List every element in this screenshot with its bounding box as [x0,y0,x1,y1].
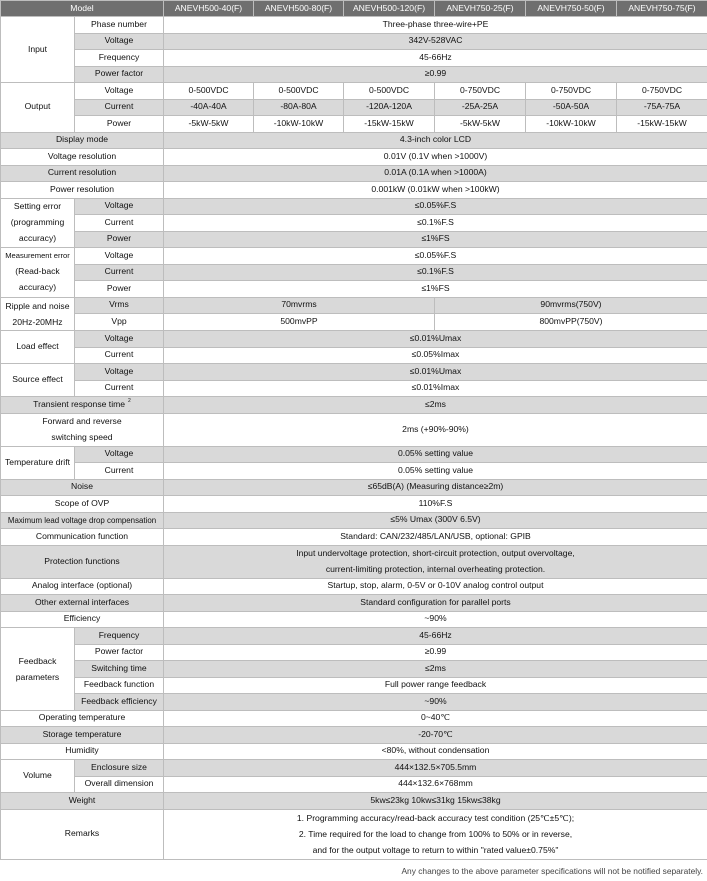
row-value: 0.01V (0.1V when >1000V) [164,149,707,166]
row-value: Standard configuration for parallel ports [164,595,707,612]
row-value: 0~40℃ [164,710,707,727]
row-label: Communication function [1,529,164,546]
row-value: 5kw≤23kg 10kw≤31kg 15kw≤38kg [164,793,707,810]
param-name: Power factor [75,644,164,661]
param-name: Voltage [75,248,164,265]
measurement-error-row [1,264,707,281]
param-value: 0-750VDC [526,83,617,100]
volume-row [1,760,707,777]
param-name: Voltage [75,364,164,381]
row-label [1,397,164,414]
ovp-row [1,496,707,513]
model-header-cell: ANEVH750-25(F) [435,1,526,17]
param-name: Voltage [75,446,164,463]
output-label: Output [1,83,75,133]
param-value: -75A-75A [617,99,707,116]
operating-temp-row [1,710,707,727]
lead-drop-row [1,512,707,529]
row-label: Maximum lead voltage drop compensation [1,512,164,529]
temperature-drift-row [1,446,707,463]
param-value: 45-66Hz [164,628,707,645]
row-label: Storage temperature [1,727,164,744]
feedback-row [1,661,707,678]
output-row [1,116,707,133]
model-header-cell: ANEVH500-40(F) [164,1,254,17]
row-label: Protection functions [1,545,164,578]
remark-line: 2. Time required for the load to change from 100% to 50% or in reverse, [298,828,573,839]
param-value: 0.05% setting value [164,463,707,480]
row-label [1,413,164,446]
output-row [1,83,707,100]
volume-label: Volume [1,760,75,793]
row-value: Standard: CAN/232/485/LAN/USB, optional: GPIB [164,529,707,546]
current-resolution-row [1,165,707,182]
param-value: ≥0.99 [164,66,707,83]
measurement-error-row [1,248,707,265]
param-value: ≤2ms [164,661,707,678]
param-value: ≤0.05%Imax [164,347,707,364]
value-line: Input undervoltage protection, short-circuit protection, output overvoltage, [296,547,575,558]
row-label: Power resolution [1,182,164,199]
row-value: 0.001kW (0.01kW when >100kW) [164,182,707,199]
label-line: Ripple and noise [5,300,70,311]
param-value: -25A-25A [435,99,526,116]
row-value: ≤65dB(A) (Measuring distance≥2m) [164,479,707,496]
feedback-row [1,628,707,645]
row-value: Startup, stop, alarm, 0-5V or 0-10V analog control output [164,578,707,595]
param-value: -10kW-10kW [254,116,344,133]
ripple-row [1,314,707,331]
param-value: -40A-40A [164,99,254,116]
input-row [1,66,707,83]
param-value: 500mvPP [164,314,435,331]
param-value: 45-66Hz [164,50,707,67]
param-value: 0.05% setting value [164,446,707,463]
param-value: 0-750VDC [435,83,526,100]
param-name: Power [75,116,164,133]
row-value: 110%F.S [164,496,707,513]
param-name: Current [75,347,164,364]
param-name: Power [75,281,164,298]
label-line: switching speed [51,431,113,442]
feedback-label [1,628,75,711]
protection-row [1,545,707,578]
label-line: Setting error [13,200,62,211]
footnote-marker: 2 [128,397,131,404]
param-value: -120A-120A [344,99,435,116]
row-label: Voltage resolution [1,149,164,166]
setting-error-row [1,231,707,248]
param-name: Voltage [75,331,164,348]
load-effect-row [1,347,707,364]
param-name: Overall dimension [75,776,164,793]
param-name: Current [75,264,164,281]
param-name: Voltage [75,198,164,215]
label-line: Measurement error [5,251,70,261]
label-line: 20Hz-20MHz [12,316,63,327]
param-value: -5kW-5kW [435,116,526,133]
row-label: Noise [1,479,164,496]
param-value: 0-750VDC [617,83,707,100]
row-label: Remarks [1,809,164,859]
param-value: 444×132.6×768mm [164,776,707,793]
row-value: 0.01A (0.1A when >1000A) [164,165,707,182]
param-value: 70mvrms [164,297,435,314]
row-value: ≤5% Umax (300V 6.5V) [164,512,707,529]
model-header: Model [1,1,164,17]
row-value: <80%, without condensation [164,743,707,760]
param-value: 0-500VDC [254,83,344,100]
row-label: Efficiency [1,611,164,628]
load-effect-row [1,331,707,348]
param-name: Frequency [75,50,164,67]
row-label: Display mode [1,132,164,149]
param-value: ~90% [164,694,707,711]
ripple-row [1,297,707,314]
param-value: ≤0.1%F.S [164,264,707,281]
param-value: ≤0.01%Umax [164,331,707,348]
param-name: Power factor [75,66,164,83]
param-name: Feedback function [75,677,164,694]
param-value: -80A-80A [254,99,344,116]
input-label: Input [1,17,75,83]
switching-row [1,413,707,446]
row-value [164,545,707,578]
row-value: 2ms (+90%-90%) [164,413,707,446]
remarks-row [1,809,707,859]
power-resolution-row [1,182,707,199]
param-value: 0-500VDC [344,83,435,100]
param-name: Frequency [75,628,164,645]
label-line: accuracy) [18,282,57,293]
setting-error-label [1,198,75,248]
display-mode-row [1,132,707,149]
param-name: Power [75,231,164,248]
volume-row [1,776,707,793]
ripple-label [1,297,75,331]
disclaimer-note: Any changes to the above parameter specifications will not be notified separately. [401,866,703,876]
input-row [1,50,707,67]
row-value: ≤2ms [164,397,707,414]
transient-row [1,397,707,414]
param-value: ≤0.01%Imax [164,380,707,397]
source-effect-row [1,380,707,397]
param-value: ≤0.1%F.S [164,215,707,232]
param-value: -5kW-5kW [164,116,254,133]
param-value: 800mvPP(750V) [435,314,707,331]
param-value: ≤0.01%Umax [164,364,707,381]
setting-error-row [1,215,707,232]
source-effect-row [1,364,707,381]
row-label: Analog interface (optional) [1,578,164,595]
transient-label: Transient response time [33,398,126,409]
row-label: Weight [1,793,164,810]
param-value: 90mvrms(750V) [435,297,707,314]
row-label: Scope of OVP [1,496,164,513]
label-line: accuracy) [18,232,57,243]
param-name: Enclosure size [75,760,164,777]
feedback-row [1,694,707,711]
row-value [164,809,707,859]
external-row [1,595,707,612]
value-line: current-limiting protection, internal overheating protection. [325,563,546,574]
param-value: 444×132.5×705.5mm [164,760,707,777]
param-name: Switching time [75,661,164,678]
param-value: ≤0.05%F.S [164,198,707,215]
param-name: Current [75,215,164,232]
storage-temp-row [1,727,707,744]
measurement-error-label [1,248,75,298]
param-value: Three-phase three-wire+PE [164,17,707,34]
model-header-cell: ANEVH750-50(F) [526,1,617,17]
source-effect-label: Source effect [1,364,75,397]
weight-row [1,793,707,810]
input-row [1,33,707,50]
param-value: ≥0.99 [164,644,707,661]
feedback-row [1,677,707,694]
label-line: (Read-back [15,266,60,277]
param-value: 342V-528VAC [164,33,707,50]
input-row [1,17,707,34]
feedback-row [1,644,707,661]
remark-line: 1. Programming accuracy/read-back accuracy test condition (25℃±5℃); [296,812,575,823]
model-header-cell: ANEVH500-120(F) [344,1,435,17]
temperature-drift-label: Temperature drift [1,446,75,479]
header-row [1,1,707,17]
communication-row [1,529,707,546]
param-value: -50A-50A [526,99,617,116]
temperature-drift-row [1,463,707,480]
row-label: Current resolution [1,165,164,182]
param-name: Current [75,463,164,480]
param-name: Feedback efficiency [75,694,164,711]
param-value: ≤1%FS [164,231,707,248]
voltage-resolution-row [1,149,707,166]
param-value: ≤0.05%F.S [164,248,707,265]
param-value: -15kW-15kW [344,116,435,133]
noise-row [1,479,707,496]
param-value: -10kW-10kW [526,116,617,133]
label-line: (programming [10,216,65,227]
param-name: Voltage [75,83,164,100]
label-line: parameters [15,671,60,682]
param-name: Vpp [75,314,164,331]
efficiency-row [1,611,707,628]
row-label: Operating temperature [1,710,164,727]
row-label: Humidity [1,743,164,760]
analog-row [1,578,707,595]
row-value: -20-70℃ [164,727,707,744]
param-value: ≤1%FS [164,281,707,298]
setting-error-row [1,198,707,215]
model-header-cell: ANEVH500-80(F) [254,1,344,17]
row-value: 4.3-inch color LCD [164,132,707,149]
humidity-row [1,743,707,760]
param-value: -15kW-15kW [617,116,707,133]
output-row [1,99,707,116]
load-effect-label: Load effect [1,331,75,364]
param-value: Full power range feedback [164,677,707,694]
measurement-error-row [1,281,707,298]
param-name: Voltage [75,33,164,50]
row-value: ~90% [164,611,707,628]
param-name: Phase number [75,17,164,34]
model-header-cell: ANEVH750-75(F) [617,1,707,17]
label-line: Forward and reverse [42,416,122,427]
label-line: Feedback [18,655,57,666]
param-name: Current [75,99,164,116]
param-value: 0-500VDC [164,83,254,100]
remark-line: and for the output voltage to return to within "rated value±0.75%" [312,845,559,856]
param-name: Current [75,380,164,397]
row-label: Other external interfaces [1,595,164,612]
param-name: Vrms [75,297,164,314]
